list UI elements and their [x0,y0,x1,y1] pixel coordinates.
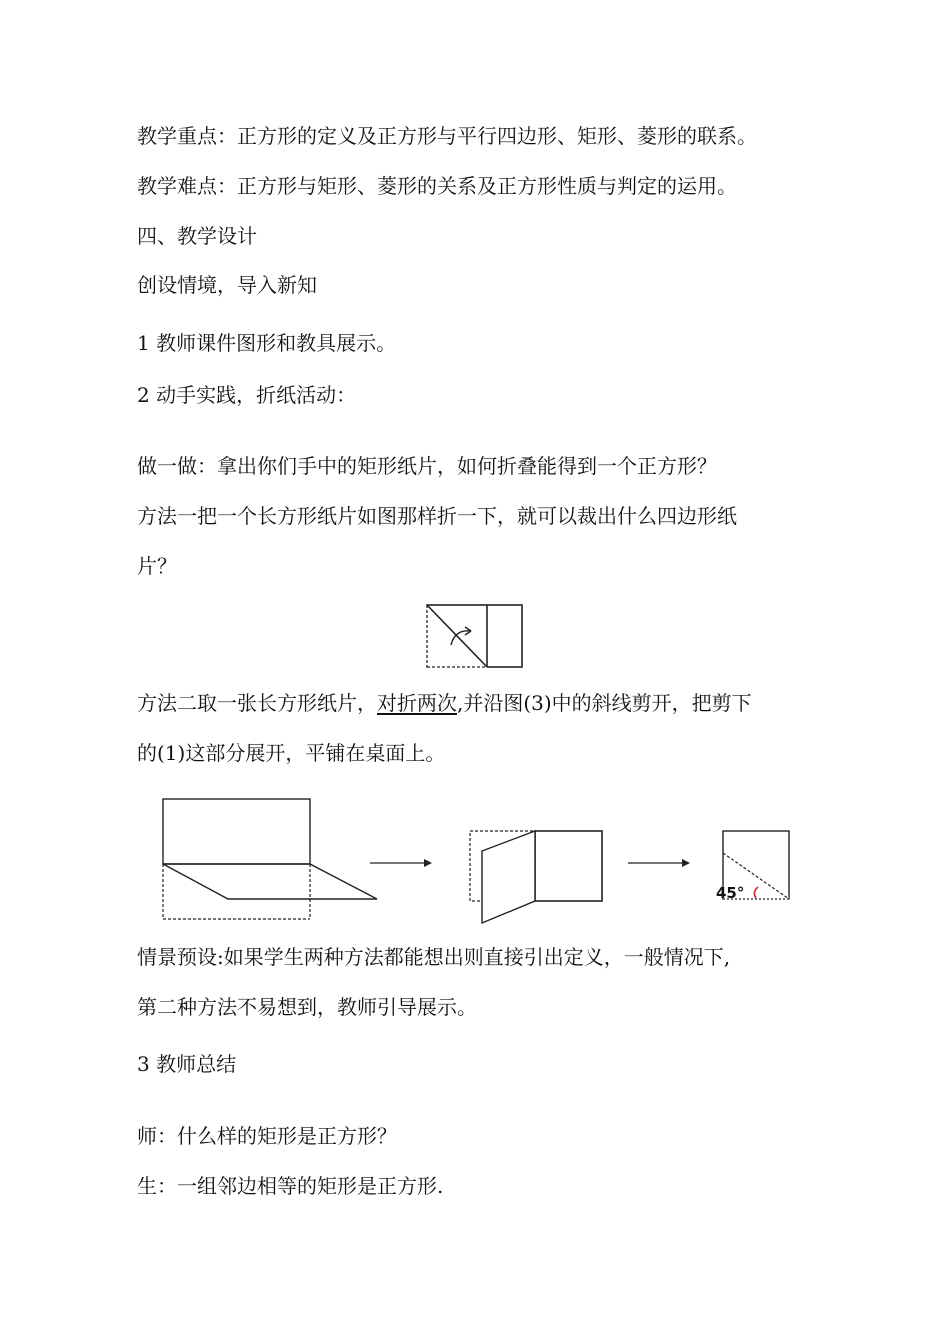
section-heading-teaching-design: 四、教学设计 [137,224,257,248]
text-line-method1: 方法一把一个长方形纸片如图那样折一下，就可以裁出什么四边形纸 [137,504,737,528]
text-line-method2-cont: 的(1)这部分展开，平铺在桌面上。 [137,741,446,765]
fold-sequence-figure [150,795,810,930]
text-line-teacher-question: 师：什么样的矩形是正方形？ [137,1124,397,1148]
method2-text-c: ,并沿图(3)中的斜线剪开，把剪下 [457,691,752,715]
text-line-teaching-focus: 教学重点：正方形的定义及正方形与平行四边形、矩形、菱形的联系。 [137,124,757,148]
text-line-scenario-preset: 情景预设:如果学生两种方法都能想出则直接引出定义，一般情况下, [137,945,731,969]
text-line-scenario-preset-cont: 第二种方法不易想到，教师引导展示。 [137,995,477,1019]
text-line-method2 [137,689,840,717]
text-line-step1: 1 教师课件图形和教具展示。 [137,331,397,355]
fold-step1-shape [163,799,377,919]
text-line-try: 做一做：拿出你们手中的矩形纸片，如何折叠能得到一个正方形？ [137,454,717,478]
fold-diagonal-line [427,605,487,667]
fold-step2-shape [470,831,602,923]
arrow-right-icon [370,859,432,867]
text-line-method1-cont: 片？ [137,554,177,578]
angle-arc-icon [754,887,758,898]
text-line-student-answer: 生：一组邻边相等的矩形是正方形. [137,1174,444,1198]
text-line-teaching-difficulty: 教学难点：正方形与矩形、菱形的关系及正方形性质与判定的运用。 [137,174,737,198]
fold-step3-shape [716,831,789,902]
arrow-right-icon [628,859,690,867]
text-line-step2: 2 动手实践，折纸活动： [137,383,357,407]
angle-label: 45° [716,884,745,902]
text-line-step3: 3 教师总结 [137,1052,237,1076]
method2-text-underlined: 对折两次 [377,691,457,715]
fold-rect-outline [427,605,522,667]
subheading-scenario: 创设情境，导入新知 [137,273,317,297]
method2-text-a: 方法二取一张长方形纸片， [137,691,377,715]
fold-figure-method1 [425,603,525,669]
